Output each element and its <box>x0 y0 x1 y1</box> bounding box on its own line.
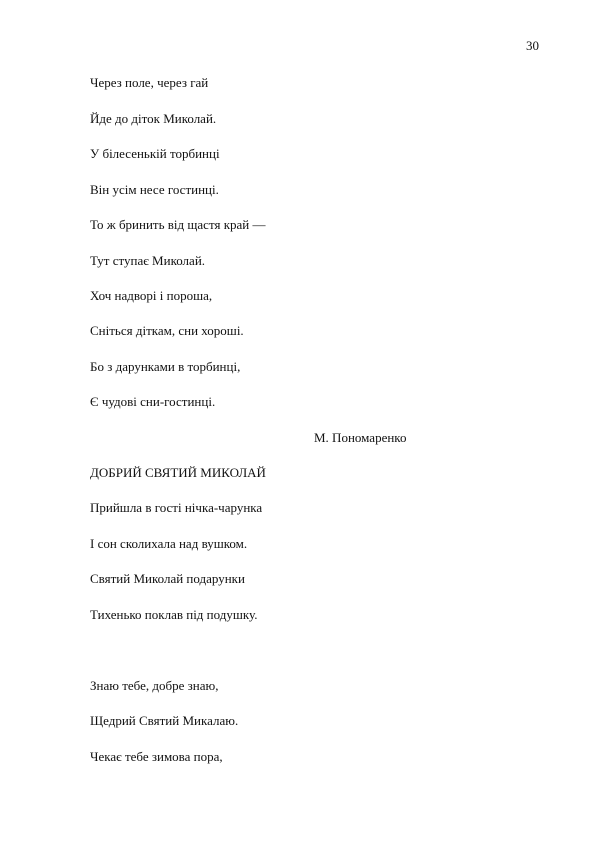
poem-line: Знаю тебе, добре знаю, <box>90 678 219 693</box>
poem-line: Тут ступає Миколай. <box>90 253 206 268</box>
poem-line: То ж бринить від щастя край — <box>90 217 266 232</box>
poem-line: Щедрий Святий Микалаю. <box>90 713 239 728</box>
poem-line: Чекає тебе зимова пора, <box>90 749 223 764</box>
poem-line: Тихенько поклав під подушку. <box>90 607 258 622</box>
poem-line: Прийшла в гості нічка-чарунка <box>90 500 263 515</box>
poem-line: Через поле, через гай <box>90 75 209 90</box>
poem-line: Святий Миколай подарунки <box>90 571 245 586</box>
poem-line: І сон сколихала над вушком. <box>90 536 248 551</box>
poem-line: У білесенькій торбинці <box>90 146 220 161</box>
poem-line: Бо з дарунками в торбинці, <box>90 359 241 374</box>
poem-line: Хоч надворі і пороша, <box>90 288 213 303</box>
poem-line: Є чудові сни-гостинці. <box>90 394 216 409</box>
poem-title: ДОБРИЙ СВЯТИЙ МИКОЛАЙ <box>90 465 266 480</box>
poem-line: Сніться діткам, сни хороші. <box>90 323 244 338</box>
page-number: 30 <box>526 38 539 53</box>
poem-author: М. Пономаренко <box>314 430 407 445</box>
poem-line: Він усім несе гостинці. <box>90 182 219 197</box>
poem-line: Йде до діток Миколай. <box>90 111 217 126</box>
